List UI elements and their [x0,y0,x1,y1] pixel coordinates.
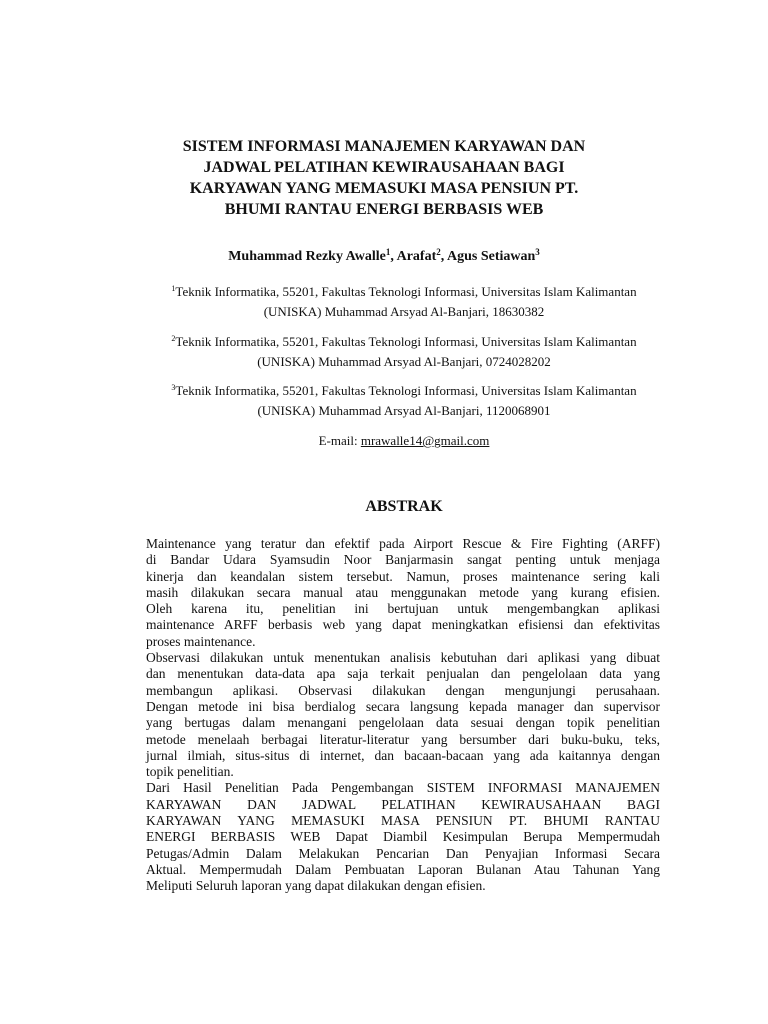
abstract-line: ENERGI BERBASIS WEB Dapat Diambil Kesimpulan Berupa Mempermudah [146,829,660,845]
affiliation-line [146,332,662,352]
abstract-line: Aktual. Mempermudah Dalam Pembuatan Laporan Bulanan Atau Tahunan Yang [146,861,660,877]
abstract-line: membangun aplikasi. Observasi dilakukan dengan mengunjungi perusahaan. [146,682,660,698]
contact-email [146,432,662,450]
author-name: Agus Setiawan [446,249,536,264]
abstract-line: topik penelitian. [146,764,234,780]
title-line: BHUMI RANTAU ENERGI BERBASIS WEB [224,201,544,218]
affiliation-sup: 3 [171,383,176,392]
affiliation-1 [146,282,662,322]
affiliation-line: (UNISKA) Muhammad Arsyad Al-Banjari, 0724028202 [257,354,551,369]
affiliation-text: Teknik Informatika, 55201, Fakultas Teknologi Informasi, Universitas Islam Kalimantan [175,284,637,299]
author-sup: 1 [385,247,391,257]
affiliation-sup: 2 [171,334,176,343]
title-line: SISTEM INFORMASI MANAJEMEN KARYAWAN DAN [182,138,586,155]
abstract-line: proses maintenance. [146,633,256,649]
abstract-line: Dari Hasil Penelitian Pada Pengembangan SISTEM INFORMASI MANAJEMEN [146,780,660,796]
affiliation-3 [146,381,662,421]
title-line: JADWAL PELATIHAN KEWIRAUSAHAAN BAGI [203,159,565,176]
abstract-line: dan menentukan data-data apa saja terkait penjualan dan pengelolaan data yang [146,666,660,682]
abstract-line: KARYAWAN DAN JADWAL PELATIHAN KEWIRAUSAHAAN BAGI [146,796,660,812]
title-line: KARYAWAN YANG MEMASUKI MASA PENSIUN PT. [189,180,579,197]
email-link[interactable]: mrawalle14@gmail.com [360,433,490,448]
abstract-line: Petugas/Admin Dalam Melakukan Pencarian Dan Penyajian Informasi Secara [146,845,660,861]
abstract-line: masih dilakukan secara manual atau menggunakan metode yang kurang efisien. [146,584,660,600]
author-sup: 3 [535,247,540,257]
affiliation-line [146,381,662,401]
paper-title [150,136,618,220]
abstract-line: jurnal ilmiah, situs-situs di internet, dan bacaan-bacaan yang ada kaitannya dengan [146,747,660,763]
author-sep: , [440,249,447,264]
affiliation-text: Teknik Informatika, 55201, Fakultas Teknologi Informasi, Universitas Islam Kalimantan [175,383,637,398]
email-label: E-mail: [318,433,361,448]
abstract-body [146,536,660,895]
abstract-line: Dengan metode ini bisa berdialog secara langsung kepada manager dan supervisor [146,698,660,714]
abstract-line: Maintenance yang teratur dan efektif pada Airport Rescue & Fire Fighting (ARFF) [146,536,660,551]
author-sep: , [390,249,397,264]
abstract-line: di Bandar Udara Syamsudin Noor Banjarmasin sangat penting untuk menjaga [146,552,660,568]
author-name: Muhammad Rezky Awalle [228,249,386,264]
affiliation-text: Teknik Informatika, 55201, Fakultas Teknologi Informasi, Universitas Islam Kalimantan [175,334,637,349]
affiliation-line: (UNISKA) Muhammad Arsyad Al-Banjari, 1120068901 [257,403,551,418]
abstract-line: kinerja dan keandalan sistem tersebut. Namun, proses maintenance sering kali [146,568,660,584]
abstract-line: yang bertugas dalam menangani pengelolaan data sesuai dengan topik penelitian [146,715,660,731]
author-list [146,248,622,266]
abstract-line: Oleh karena itu, penelitian ini bertujuan untuk mengembangkan aplikasi [146,601,660,617]
abstract-line: Observasi dilakukan untuk menentukan analisis kebutuhan dari aplikasi yang dibuat [146,650,660,666]
affiliation-2 [146,332,662,372]
abstract-line: Meliputi Seluruh laporan yang dapat dilakukan dengan efisien. [146,878,486,894]
author-name: Arafat [396,249,437,264]
affiliation-line [146,282,662,302]
affiliation-line: (UNISKA) Muhammad Arsyad Al-Banjari, 18630382 [263,304,545,319]
abstract-heading: ABSTRAK [365,498,443,515]
abstract-line: metode menelaah berbagai literatur-literatur yang bersumber dari buku-buku, teks, [146,731,660,747]
affiliation-sup: 1 [171,284,176,293]
author-sup: 2 [436,247,441,257]
abstract-line: KARYAWAN YANG MEMASUKI MASA PENSIUN PT. BHUMI RANTAU [146,813,660,829]
abstract-line: maintenance ARFF berbasis web yang dapat meningkatkan efisiensi dan efektivitas [146,617,660,633]
